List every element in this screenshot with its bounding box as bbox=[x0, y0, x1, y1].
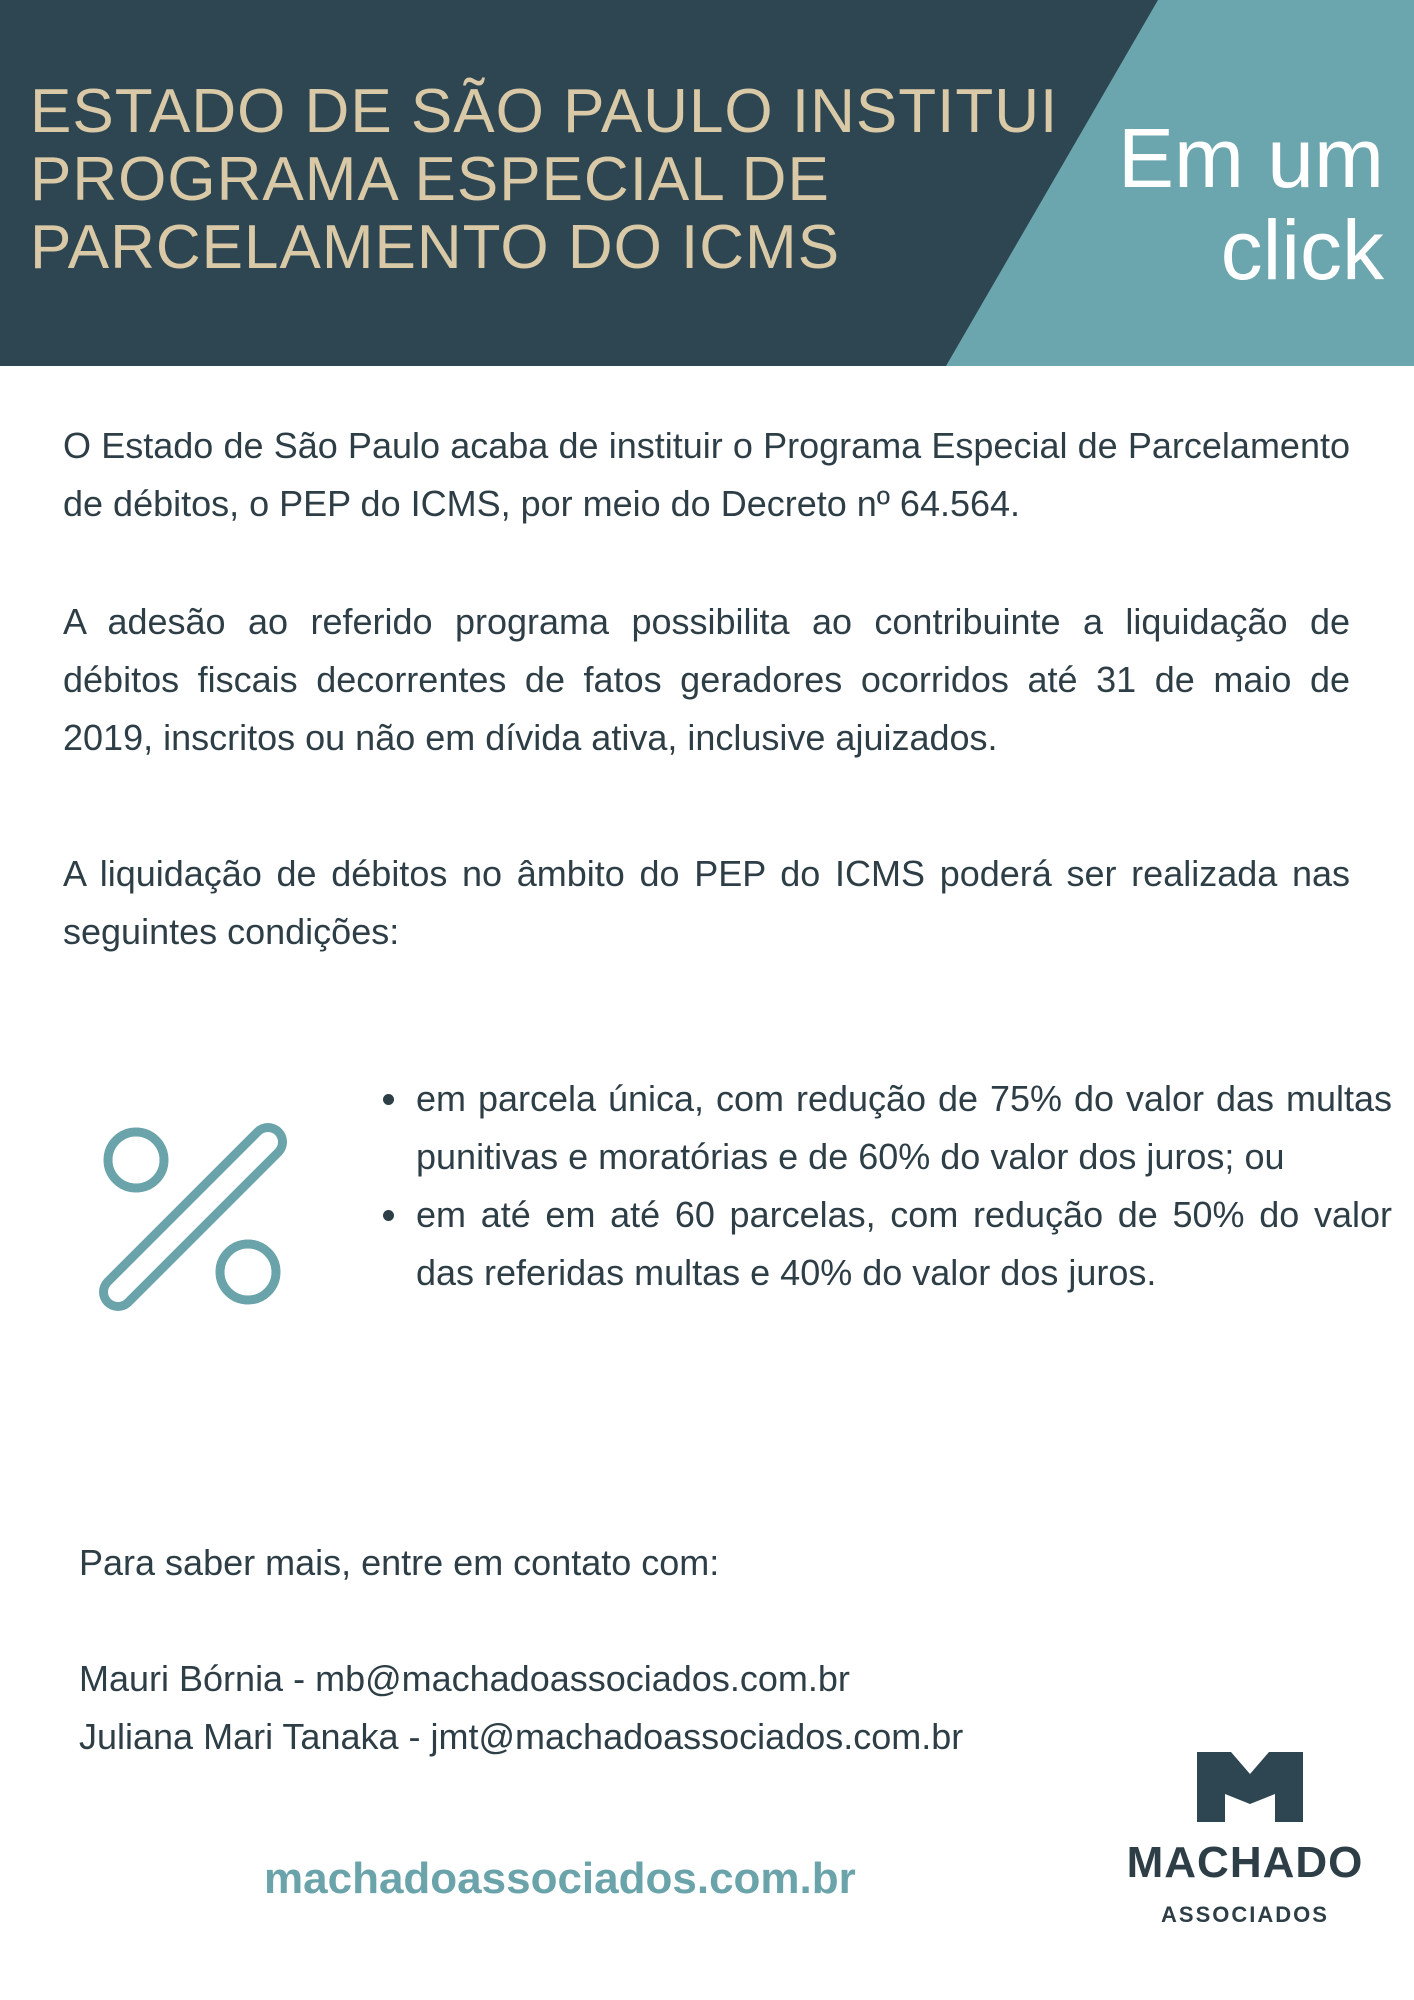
title-line-1: ESTADO DE SÃO PAULO INSTITUI bbox=[30, 77, 1059, 146]
page-title bbox=[30, 78, 1070, 282]
conditions-list bbox=[370, 1070, 1392, 1302]
header-banner bbox=[0, 0, 1414, 366]
logo-subtitle: ASSOCIADOS bbox=[1161, 1902, 1329, 1927]
badge-line-1: Em um bbox=[1117, 111, 1384, 205]
badge-line-2: click bbox=[1220, 203, 1384, 297]
contact-person-mauri: Mauri Bórnia - mb@machadoassociados.com.br bbox=[79, 1658, 850, 1699]
contact-intro: Para saber mais, entre em contato com: bbox=[79, 1542, 720, 1583]
website-link[interactable]: machadoassociados.com.br bbox=[264, 1854, 856, 1903]
logo-name: MACHADO bbox=[1126, 1838, 1364, 1887]
adhesion-paragraph: A adesão ao referido programa possibilita ao contribuinte a liquidação de débitos fiscais decorrentes de fatos geradores ocorridos até 31 de maio de 2019, inscritos ou não em dívida ativa, inclusive ajuizados. bbox=[63, 601, 1350, 758]
intro-paragraph: O Estado de São Paulo acaba de instituir o Programa Especial de Parcelamento de débitos, o PEP do ICMS, por meio do Decreto nº 64.564. bbox=[63, 425, 1350, 524]
title-line-3: PARCELAMENTO DO ICMS bbox=[30, 213, 841, 282]
condition-item-single-payment: • em parcela única, com redução de 75% do valor das multas punitivas e moratórias e de 60% do valor dos juros; ou bbox=[412, 1070, 1392, 1186]
conditions-intro-paragraph: A liquidação de débitos no âmbito do PEP do ICMS poderá ser realizada nas seguintes condições: bbox=[63, 853, 1350, 952]
em-um-click-badge bbox=[1064, 112, 1384, 296]
percent-icon bbox=[96, 1120, 296, 1320]
title-line-2: PROGRAMA ESPECIAL DE bbox=[30, 145, 830, 214]
condition-item-installments: • em até em até 60 parcelas, com redução de 50% do valor das referidas multas e 40% do valor dos juros. bbox=[412, 1186, 1392, 1302]
contact-person-juliana: Juliana Mari Tanaka - jmt@machadoassociados.com.br bbox=[79, 1716, 964, 1757]
machado-logo-icon bbox=[1197, 1752, 1303, 1822]
